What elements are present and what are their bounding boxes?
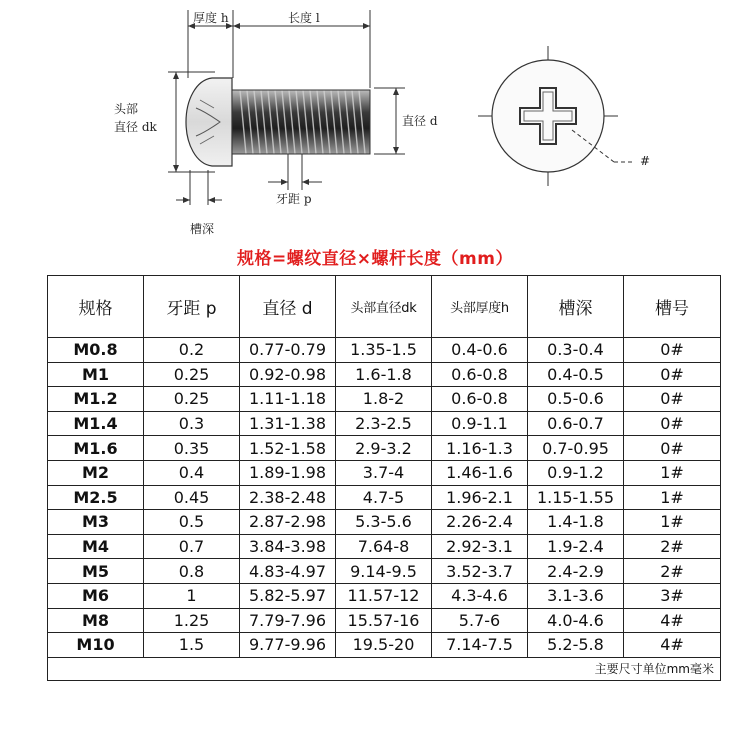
cell-slot-number: 4# <box>624 633 721 658</box>
cell-spec: M5 <box>48 559 144 584</box>
cell-head-thickness: 2.26-2.4 <box>432 510 528 535</box>
cell-pitch: 0.8 <box>144 559 240 584</box>
cell-head-diameter: 1.8-2 <box>336 387 432 412</box>
cell-slot-number: 0# <box>624 411 721 436</box>
header-spec: 规格 <box>48 276 144 338</box>
table-row <box>48 510 721 535</box>
cell-slot-number: 2# <box>624 534 721 559</box>
header-slot-depth: 槽深 <box>528 276 624 338</box>
table-row <box>48 608 721 633</box>
cell-spec: M2 <box>48 460 144 485</box>
cell-spec: M6 <box>48 583 144 608</box>
spec-table <box>47 275 721 681</box>
cell-pitch: 0.7 <box>144 534 240 559</box>
cell-spec: M1.2 <box>48 387 144 412</box>
header-slot-number: 槽号 <box>624 276 721 338</box>
cell-pitch: 1.25 <box>144 608 240 633</box>
head-thickness-label: 厚度 h <box>193 11 229 25</box>
cell-slot-number: 0# <box>624 338 721 363</box>
cell-slot-depth: 3.1-3.6 <box>528 583 624 608</box>
cell-slot-depth: 2.4-2.9 <box>528 559 624 584</box>
length-label: 长度 l <box>288 11 320 25</box>
table-row <box>48 485 721 510</box>
cell-slot-depth: 1.15-1.55 <box>528 485 624 510</box>
screw-diagram <box>0 0 750 240</box>
cell-slot-depth: 1.4-1.8 <box>528 510 624 535</box>
cell-pitch: 0.35 <box>144 436 240 461</box>
cell-head-thickness: 7.14-7.5 <box>432 633 528 658</box>
cell-diameter: 3.84-3.98 <box>240 534 336 559</box>
cell-head-thickness: 3.52-3.7 <box>432 559 528 584</box>
cell-slot-depth: 0.5-0.6 <box>528 387 624 412</box>
slot-depth-label: 槽深 <box>190 222 215 236</box>
cell-spec: M1.4 <box>48 411 144 436</box>
cell-diameter: 1.11-1.18 <box>240 387 336 412</box>
cell-pitch: 0.4 <box>144 460 240 485</box>
cell-head-diameter: 15.57-16 <box>336 608 432 633</box>
cell-pitch: 0.25 <box>144 362 240 387</box>
cell-spec: M1.6 <box>48 436 144 461</box>
cell-head-diameter: 7.64-8 <box>336 534 432 559</box>
cell-slot-number: 1# <box>624 485 721 510</box>
table-row <box>48 436 721 461</box>
cell-slot-depth: 5.2-5.8 <box>528 633 624 658</box>
cell-head-diameter: 3.7-4 <box>336 460 432 485</box>
spec-title: 规格=螺纹直径×螺杆长度（mm） <box>237 249 513 269</box>
cell-head-diameter: 5.3-5.6 <box>336 510 432 535</box>
cell-diameter: 7.79-7.96 <box>240 608 336 633</box>
cell-pitch: 0.5 <box>144 510 240 535</box>
cell-head-thickness: 0.9-1.1 <box>432 411 528 436</box>
pitch-label: 牙距 p <box>276 192 312 206</box>
cell-spec: M2.5 <box>48 485 144 510</box>
slot-number-label: # <box>640 154 651 168</box>
table-row <box>48 633 721 658</box>
cell-slot-number: 0# <box>624 387 721 412</box>
header-head-thickness: 头部厚度h <box>432 276 528 338</box>
cell-slot-depth: 0.4-0.5 <box>528 362 624 387</box>
cell-slot-depth: 1.9-2.4 <box>528 534 624 559</box>
cell-slot-depth: 0.9-1.2 <box>528 460 624 485</box>
cell-head-thickness: 5.7-6 <box>432 608 528 633</box>
cell-pitch: 0.45 <box>144 485 240 510</box>
cell-head-thickness: 2.92-3.1 <box>432 534 528 559</box>
cell-slot-number: 0# <box>624 436 721 461</box>
cell-head-thickness: 4.3-4.6 <box>432 583 528 608</box>
diameter-label: 直径 d <box>402 114 438 128</box>
cell-head-diameter: 1.6-1.8 <box>336 362 432 387</box>
cell-slot-depth: 0.6-0.7 <box>528 411 624 436</box>
cell-head-diameter: 9.14-9.5 <box>336 559 432 584</box>
table-row <box>48 387 721 412</box>
table-row <box>48 338 721 363</box>
header-row <box>48 276 721 338</box>
cell-head-diameter: 2.9-3.2 <box>336 436 432 461</box>
cell-slot-depth: 0.3-0.4 <box>528 338 624 363</box>
footer-note: 主要尺寸单位mm毫米 <box>48 657 721 680</box>
table-row <box>48 559 721 584</box>
cell-head-diameter: 4.7-5 <box>336 485 432 510</box>
cell-head-thickness: 1.46-1.6 <box>432 460 528 485</box>
table-row <box>48 362 721 387</box>
table-row <box>48 460 721 485</box>
screw-drawing <box>0 0 750 240</box>
cell-spec: M4 <box>48 534 144 559</box>
cell-head-diameter: 19.5-20 <box>336 633 432 658</box>
cell-diameter: 2.38-2.48 <box>240 485 336 510</box>
cell-head-thickness: 0.6-0.8 <box>432 362 528 387</box>
cell-slot-number: 1# <box>624 510 721 535</box>
cell-pitch: 0.25 <box>144 387 240 412</box>
cell-slot-number: 0# <box>624 362 721 387</box>
table-row <box>48 583 721 608</box>
cell-pitch: 1 <box>144 583 240 608</box>
header-diameter: 直径 d <box>240 276 336 338</box>
table-row <box>48 411 721 436</box>
cell-head-diameter: 1.35-1.5 <box>336 338 432 363</box>
cell-pitch: 0.2 <box>144 338 240 363</box>
cell-head-thickness: 0.6-0.8 <box>432 387 528 412</box>
cell-spec: M3 <box>48 510 144 535</box>
cell-diameter: 4.83-4.97 <box>240 559 336 584</box>
header-head-diameter: 头部直径dk <box>336 276 432 338</box>
head-diameter-label-line1: 头部 <box>114 102 139 116</box>
footer-row <box>48 657 721 680</box>
cell-head-diameter: 2.3-2.5 <box>336 411 432 436</box>
cell-slot-depth: 4.0-4.6 <box>528 608 624 633</box>
head-diameter-label-line2: 直径 dk <box>114 120 157 134</box>
cell-diameter: 0.92-0.98 <box>240 362 336 387</box>
cell-spec: M8 <box>48 608 144 633</box>
cell-spec: M10 <box>48 633 144 658</box>
spec-table-header <box>48 276 721 338</box>
spec-table-body <box>48 338 721 681</box>
cell-head-thickness: 1.96-2.1 <box>432 485 528 510</box>
table-row <box>48 534 721 559</box>
cell-diameter: 1.89-1.98 <box>240 460 336 485</box>
cell-slot-number: 4# <box>624 608 721 633</box>
cell-spec: M1 <box>48 362 144 387</box>
cell-pitch: 1.5 <box>144 633 240 658</box>
cell-head-thickness: 0.4-0.6 <box>432 338 528 363</box>
cell-diameter: 1.52-1.58 <box>240 436 336 461</box>
cell-slot-depth: 0.7-0.95 <box>528 436 624 461</box>
cell-pitch: 0.3 <box>144 411 240 436</box>
cell-slot-number: 2# <box>624 559 721 584</box>
cell-spec: M0.8 <box>48 338 144 363</box>
cell-diameter: 2.87-2.98 <box>240 510 336 535</box>
cell-slot-number: 1# <box>624 460 721 485</box>
cell-diameter: 0.77-0.79 <box>240 338 336 363</box>
header-pitch: 牙距 p <box>144 276 240 338</box>
cell-head-diameter: 11.57-12 <box>336 583 432 608</box>
cell-diameter: 1.31-1.38 <box>240 411 336 436</box>
cell-slot-number: 3# <box>624 583 721 608</box>
cell-head-thickness: 1.16-1.3 <box>432 436 528 461</box>
cell-diameter: 9.77-9.96 <box>240 633 336 658</box>
cell-diameter: 5.82-5.97 <box>240 583 336 608</box>
